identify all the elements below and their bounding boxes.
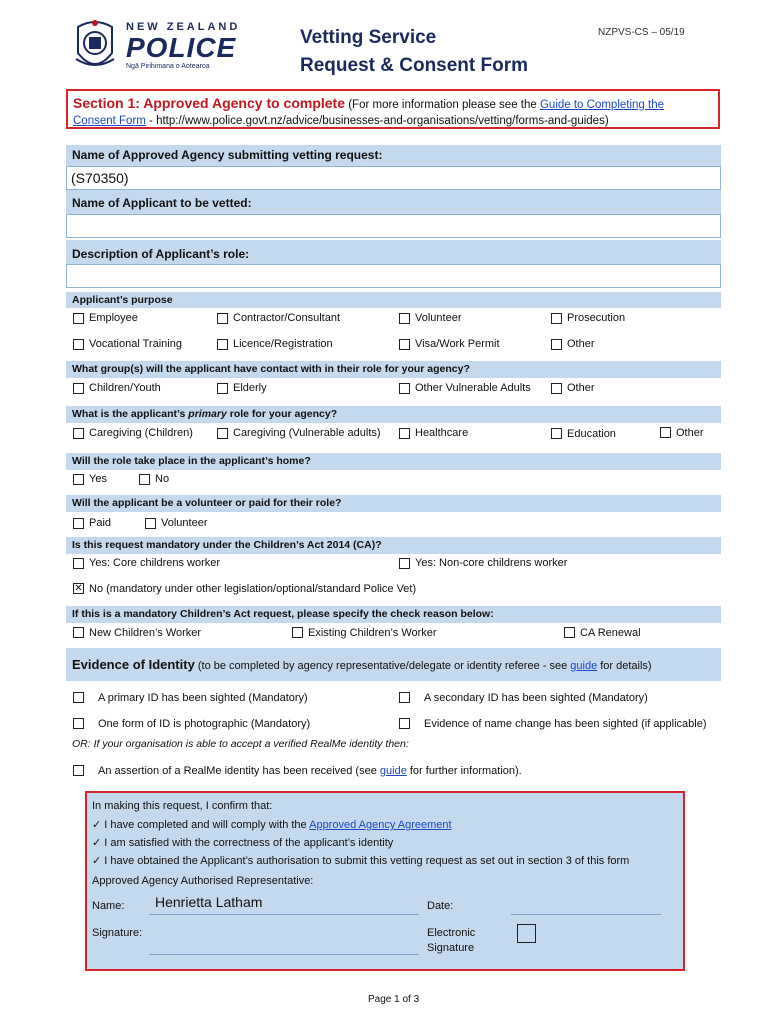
- signature-field[interactable]: [149, 921, 419, 955]
- form-title-line2: Request & Consent Form: [300, 55, 529, 76]
- evidence-namechange-checkbox[interactable]: [399, 718, 410, 729]
- section1-info-prefix: (For more information please see the: [348, 99, 540, 111]
- purpose-licence-checkbox[interactable]: [217, 339, 228, 350]
- mandatory-core-label: Yes: Core childrens worker: [89, 557, 221, 569]
- realme-checkbox[interactable]: [73, 765, 84, 776]
- purpose-licence-label: Licence/Registration: [233, 338, 333, 350]
- name-label: Name:: [92, 900, 125, 912]
- evidence-note-post: for details): [597, 660, 652, 672]
- purpose-vocational-label: Vocational Training: [89, 338, 182, 350]
- purpose-other-label: Other: [567, 338, 595, 350]
- purpose-other-checkbox[interactable]: [551, 339, 562, 350]
- esig-checkbox[interactable]: [517, 924, 536, 943]
- confirm-line3: [92, 854, 629, 867]
- mandatory-noncore-checkbox[interactable]: [399, 558, 410, 569]
- reason-existing-label: Existing Children’s Worker: [308, 627, 437, 639]
- group-elderly-checkbox[interactable]: [217, 383, 228, 394]
- group-vulnerable-checkbox[interactable]: [399, 383, 410, 394]
- confirm-line1-pre: I have completed and will comply with the: [104, 819, 310, 831]
- applicant-label: Name of Applicant to be vetted:: [72, 196, 252, 210]
- confirm-line3-text: I have obtained the Applicant’s authorisation to submit this vetting request as set out in section 3 of this form: [104, 855, 630, 867]
- evidence-namechange-label: Evidence of name change has been sighted (if applicable): [424, 718, 707, 730]
- role-caregiving-vulnerable-checkbox[interactable]: [217, 428, 228, 439]
- mandatory-core-checkbox[interactable]: [73, 558, 84, 569]
- rep-label: Approved Agency Authorised Representative:: [92, 875, 314, 887]
- role-other-checkbox[interactable]: [660, 427, 671, 438]
- role-label: Description of Applicant’s role:: [72, 247, 250, 261]
- applicant-field[interactable]: [66, 214, 721, 238]
- home-no-checkbox[interactable]: [139, 474, 150, 485]
- home-yes-checkbox[interactable]: [73, 474, 84, 485]
- mandatory-label: Is this request mandatory under the Children’s Act 2014 (CA)?: [72, 539, 382, 551]
- primary-role-label-em: primary: [188, 408, 227, 420]
- agency-field[interactable]: [66, 166, 721, 190]
- date-label: Date:: [427, 900, 454, 912]
- purpose-visa-label: Visa/Work Permit: [415, 338, 500, 350]
- home-label: Will the role take place in the applicant’s home?: [72, 455, 311, 467]
- role-caregiving-children-label: Caregiving (Children): [89, 427, 193, 439]
- purpose-prosecution-checkbox[interactable]: [551, 313, 562, 324]
- purpose-volunteer-checkbox[interactable]: [399, 313, 410, 324]
- section1-heading: Section 1: Approved Agency to complete: [73, 95, 346, 111]
- evidence-or-text: OR: If your organisation is able to accept a verified RealMe identity then:: [72, 738, 409, 750]
- realme-text: [98, 765, 522, 777]
- role-education-label: Education: [567, 428, 616, 440]
- role-healthcare-checkbox[interactable]: [399, 428, 410, 439]
- name-field[interactable]: [149, 894, 419, 915]
- police-logo: [72, 17, 242, 75]
- name-value: Henrietta Latham: [155, 894, 263, 910]
- police-crest-icon: [72, 17, 118, 75]
- purpose-contractor-checkbox[interactable]: [217, 313, 228, 324]
- purpose-employee-checkbox[interactable]: [73, 313, 84, 324]
- role-other-label: Other: [676, 427, 704, 439]
- section1-box: [66, 89, 720, 129]
- logo-line3: Ngā Pirihimana o Aotearoa: [126, 63, 210, 70]
- reason-renewal-label: CA Renewal: [580, 627, 641, 639]
- logo-line2: POLICE: [126, 32, 237, 63]
- confirm-line2: [92, 836, 393, 849]
- confirmation-box: [85, 791, 685, 971]
- purpose-employee-label: Employee: [89, 312, 138, 324]
- realme-post: for further information).: [406, 765, 522, 777]
- purpose-volunteer-label: Volunteer: [415, 312, 462, 324]
- check-icon: ✓: [92, 855, 102, 867]
- paid-label: Will the applicant be a volunteer or paid for their role?: [72, 497, 342, 509]
- group-other-label: Other: [567, 382, 595, 394]
- check-icon: ✓: [92, 837, 102, 849]
- reason-label: If this is a mandatory Children’s Act request, please specify the check reason below:: [72, 608, 494, 620]
- logo-line1: NEW ZEALAND: [126, 21, 241, 33]
- page-number: Page 1 of 3: [368, 994, 420, 1005]
- evidence-secondary-label: A secondary ID has been sighted (Mandatory): [424, 692, 648, 704]
- mandatory-no-checkbox[interactable]: ✕: [74, 583, 83, 594]
- purpose-contractor-label: Contractor/Consultant: [233, 312, 340, 324]
- evidence-photo-label: One form of ID is photographic (Mandatory): [98, 718, 311, 730]
- form-code: NZPVS-CS – 05/19: [598, 27, 685, 38]
- reason-new-label: New Children’s Worker: [89, 627, 202, 639]
- evidence-heading-row: [72, 657, 652, 672]
- confirm-line2-text: I am satisfied with the correctness of the applicant’s identity: [104, 837, 394, 849]
- evidence-heading: Evidence of Identity: [72, 657, 195, 672]
- evidence-primary-label: A primary ID has been sighted (Mandatory): [98, 692, 308, 704]
- esig-label-2: Signature: [427, 942, 475, 954]
- group-children-checkbox[interactable]: [73, 383, 84, 394]
- volunteer-checkbox[interactable]: [145, 518, 156, 529]
- signature-label: Signature:: [92, 927, 143, 939]
- evidence-note-pre: (to be completed by agency representative/delegate or identity referee - see: [194, 660, 571, 672]
- evidence-primary-checkbox[interactable]: [73, 692, 84, 703]
- evidence-secondary-checkbox[interactable]: [399, 692, 410, 703]
- realme-guide-link[interactable]: guide: [379, 765, 407, 777]
- purpose-visa-checkbox[interactable]: [399, 339, 410, 350]
- primary-role-label-pre: What is the applicant’s: [72, 408, 189, 420]
- reason-existing-checkbox[interactable]: [292, 627, 303, 638]
- paid-option-label: Paid: [89, 517, 112, 529]
- role-caregiving-children-checkbox[interactable]: [73, 428, 84, 439]
- role-field[interactable]: [66, 264, 721, 288]
- form-title-line1: Vetting Service: [300, 27, 437, 48]
- group-children-label: Children/Youth: [89, 382, 161, 394]
- realme-pre: An assertion of a RealMe identity has been received (see: [98, 765, 380, 777]
- paid-checkbox[interactable]: [73, 518, 84, 529]
- evidence-guide-link[interactable]: guide: [570, 660, 598, 672]
- agency-value: (S70350): [71, 170, 129, 186]
- reason-new-checkbox[interactable]: [73, 627, 84, 638]
- confirm-intro: In making this request, I confirm that:: [92, 800, 273, 812]
- purpose-vocational-checkbox[interactable]: [73, 339, 84, 350]
- check-icon: ✓: [92, 819, 102, 831]
- agency-agreement-link[interactable]: Approved Agency Agreement: [309, 819, 452, 831]
- primary-role-label-post: role for your agency?: [226, 408, 338, 420]
- group-vulnerable-label: Other Vulnerable Adults: [415, 382, 531, 394]
- evidence-photo-checkbox[interactable]: [73, 718, 84, 729]
- role-caregiving-vulnerable-label: Caregiving (Vulnerable adults): [233, 427, 381, 439]
- group-elderly-label: Elderly: [233, 382, 267, 394]
- primary-role-label: [72, 408, 337, 420]
- reason-renewal-checkbox[interactable]: [564, 627, 575, 638]
- confirm-line1: [92, 818, 452, 831]
- group-other-checkbox[interactable]: [551, 383, 562, 394]
- home-yes-label: Yes: [89, 473, 107, 485]
- guide-link[interactable]: Guide to Completing the: [539, 99, 665, 111]
- section1-url: - http://www.police.govt.nz/advice/businesses-and-organisations/vetting/forms-and-guides): [145, 115, 609, 127]
- agency-label: Name of Approved Agency submitting vetting request:: [72, 148, 383, 162]
- role-healthcare-label: Healthcare: [415, 427, 469, 439]
- consent-form-link[interactable]: Consent Form: [73, 115, 146, 127]
- purpose-prosecution-label: Prosecution: [567, 312, 626, 324]
- role-education-checkbox[interactable]: [551, 428, 562, 439]
- date-field[interactable]: [511, 894, 661, 915]
- groups-label: What group(s) will the applicant have contact with in their role for your agency?: [72, 363, 470, 375]
- purpose-label: Applicant’s purpose: [72, 294, 173, 306]
- mandatory-no-label: No (mandatory under other legislation/optional/standard Police Vet): [89, 583, 417, 595]
- esig-label-1: Electronic: [427, 927, 476, 939]
- volunteer-option-label: Volunteer: [161, 517, 208, 529]
- mandatory-noncore-label: Yes: Non-core childrens worker: [415, 557, 568, 569]
- home-no-label: No: [155, 473, 170, 485]
